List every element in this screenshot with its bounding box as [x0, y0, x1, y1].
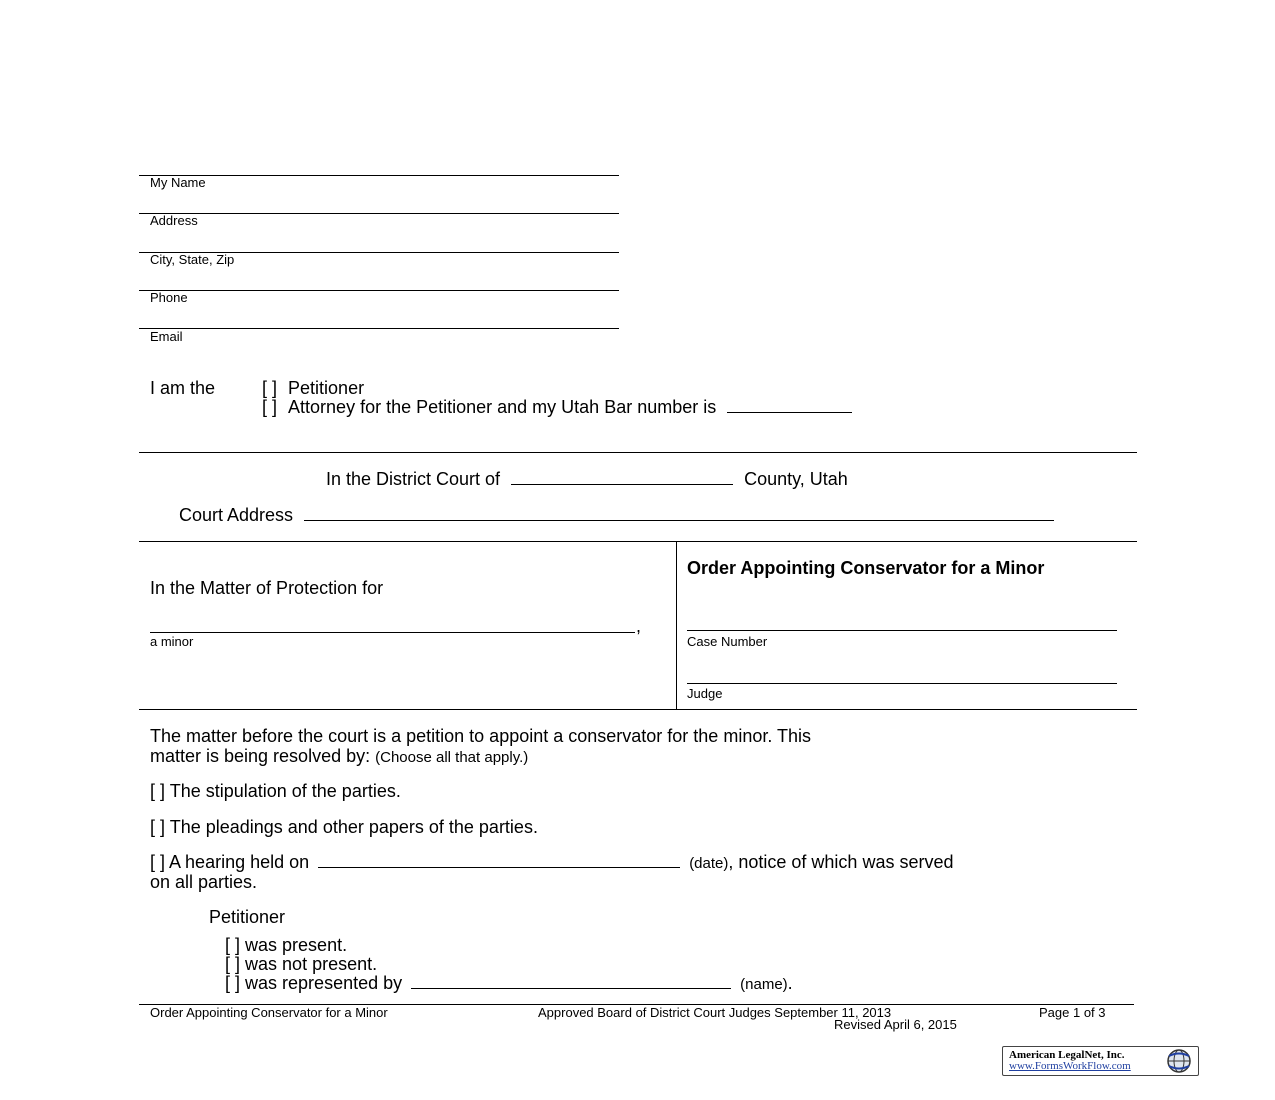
choose-all-note: (Choose all that apply.): [375, 749, 529, 766]
name-period: .: [787, 973, 793, 993]
pleadings-checkbox[interactable]: [ ]: [150, 817, 166, 837]
phone-line[interactable]: [139, 290, 619, 291]
stipulation-label: The stipulation of the parties.: [169, 781, 401, 801]
petitioner-not-present-option: [225, 954, 377, 974]
court-section-top-rule: [139, 452, 1137, 453]
petitioner-represented-option: [225, 973, 793, 995]
role-intro: I am the: [150, 378, 216, 398]
not-present-label: was not present.: [245, 954, 378, 974]
role-option-petitioner: [262, 378, 364, 398]
bar-number-field[interactable]: [727, 398, 852, 413]
footer-approved: Approved Board of District Court Judges September 11, 2013: [538, 1005, 892, 1020]
petitioner-heading: Petitioner: [209, 907, 286, 927]
my-name-label: My Name: [150, 175, 206, 190]
petitioner-checkbox[interactable]: [ ]: [262, 378, 278, 398]
minor-name-comma: ,: [636, 616, 642, 636]
stipulation-checkbox[interactable]: [ ]: [150, 781, 166, 801]
stamp-company: American LegalNet, Inc.: [1009, 1049, 1125, 1061]
represented-label: was represented by: [245, 973, 403, 993]
attorney-checkbox[interactable]: [ ]: [262, 397, 278, 417]
attorney-option-label: Attorney for the Petitioner and my Utah Bar number is: [288, 397, 717, 417]
hearing-date-note: (date): [689, 855, 729, 872]
document-title: Order Appointing Conservator for a Minor: [687, 558, 1045, 578]
court-address-field[interactable]: [304, 506, 1054, 521]
caption-top-rule: [139, 541, 1137, 542]
stamp-url[interactable]: www.FormsWorkFlow.com: [1009, 1060, 1131, 1072]
hearing-option: [150, 852, 953, 874]
intro-line-1: The matter before the court is a petition to appoint a conservator for the minor. This: [150, 726, 812, 746]
hearing-date-field[interactable]: [318, 853, 680, 868]
pleadings-option: [150, 817, 538, 837]
address-label: Address: [150, 213, 198, 228]
court-address-label: Court Address: [179, 505, 294, 525]
hearing-suffix: , notice of which was served: [728, 852, 954, 872]
minor-name-field[interactable]: [150, 618, 635, 633]
stipulation-option: [150, 781, 401, 801]
footer-revised: Revised April 6, 2015: [834, 1017, 957, 1032]
case-number-label: Case Number: [687, 634, 768, 649]
footer-page-number: Page 1 of 3: [1039, 1005, 1106, 1020]
publisher-stamp: [1002, 1046, 1199, 1076]
district-court-suffix: County, Utah: [744, 469, 848, 489]
district-court-prefix: In the District Court of: [326, 469, 501, 489]
matter-label: In the Matter of Protection for: [150, 578, 384, 598]
judge-field[interactable]: [687, 669, 1117, 684]
address-line[interactable]: [139, 213, 619, 214]
present-label: was present.: [245, 935, 348, 955]
court-address-line: [179, 505, 1054, 525]
email-label: Email: [150, 329, 183, 344]
caption-bottom-rule: [139, 709, 1137, 710]
hearing-checkbox[interactable]: [ ]: [150, 852, 166, 872]
minor-label: a minor: [150, 634, 194, 649]
hearing-prefix: A hearing held on: [169, 852, 310, 872]
pleadings-label: The pleadings and other papers of the parties.: [169, 817, 538, 837]
name-note: (name): [740, 976, 788, 993]
case-number-field[interactable]: [687, 616, 1117, 631]
globe-logo-icon: [1164, 1048, 1194, 1079]
not-present-checkbox[interactable]: [ ]: [225, 954, 241, 974]
represented-checkbox[interactable]: [ ]: [225, 973, 241, 993]
hearing-line-2: on all parties.: [150, 872, 258, 892]
email-line[interactable]: [139, 328, 619, 329]
city-state-zip-label: City, State, Zip: [150, 252, 235, 267]
name-line[interactable]: [139, 175, 619, 176]
petitioner-option-label: Petitioner: [288, 378, 365, 398]
petitioner-present-option: [225, 935, 347, 955]
representative-name-field[interactable]: [411, 974, 731, 989]
footer-form-title: Order Appointing Conservator for a Minor: [150, 1005, 388, 1020]
caption-divider: [676, 541, 677, 709]
present-checkbox[interactable]: [ ]: [225, 935, 241, 955]
role-option-attorney: [262, 397, 852, 417]
intro-line-2-text: matter is being resolved by:: [150, 746, 371, 766]
intro-line-2: [150, 746, 528, 768]
judge-label: Judge: [687, 686, 723, 701]
district-court-line: [326, 469, 848, 489]
phone-label: Phone: [150, 290, 188, 305]
county-field[interactable]: [511, 470, 733, 485]
